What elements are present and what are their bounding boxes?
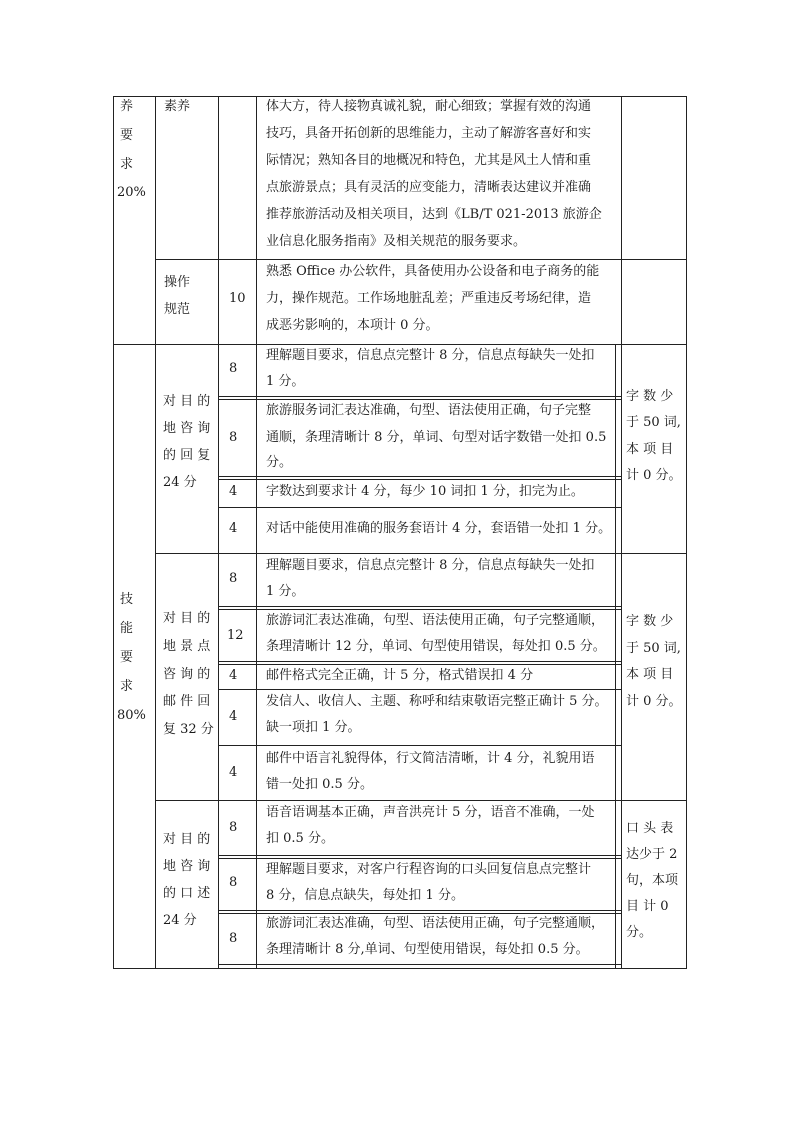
criteria-line: 熟悉 Office 办公软件，具备使用办公设备和电子商务的能: [266, 264, 600, 279]
row-divider: [218, 689, 622, 690]
section-label-char: 能: [120, 621, 134, 636]
category-line: 对 目 的: [163, 611, 211, 626]
criteria-line: 错一处扣 0.5 分。: [266, 777, 373, 792]
category-line: 对 目 的: [163, 832, 211, 847]
score-cell: 4: [229, 765, 238, 780]
section-label-char: 要: [120, 650, 134, 665]
note-line: 达少于 2: [626, 847, 678, 862]
border-bottom: [113, 968, 687, 969]
row-divider: [218, 664, 622, 665]
note-line: 目 计 0: [626, 899, 669, 914]
category-line: 咨 询 的: [163, 667, 211, 682]
criteria-line: 分。: [266, 455, 293, 470]
section-label-char: 要: [120, 128, 134, 143]
col-divider-3: [256, 96, 257, 968]
note-line: 字 数 少: [626, 614, 674, 629]
criteria-line: 邮件中语言礼貌得体，行文简洁清晰，计 4 分，礼貌用语: [266, 751, 595, 766]
score-cell: 8: [229, 571, 238, 586]
col-divider-4: [621, 96, 622, 968]
category-line: 邮 件 回: [163, 694, 211, 709]
note-line: 计 0 分。: [626, 468, 682, 483]
note-line: 分。: [626, 925, 653, 940]
row-divider: [218, 396, 622, 397]
score-cell: 8: [229, 361, 238, 376]
section-label-char: 求: [120, 157, 134, 172]
row-divider: [218, 661, 622, 662]
category-line: 的 口 述: [163, 886, 211, 901]
col-divider-1: [155, 96, 156, 968]
criteria-line: 通顺，条理清晰计 8 分，单词、句型对话字数错一处扣 0.5: [266, 430, 607, 445]
criteria-line: 条理清晰计 12 分，单词、句型使用错误，每处扣 0.5 分。: [266, 639, 606, 654]
criteria-line: 字数达到要求计 4 分，每少 10 词扣 1 分，扣完为止。: [266, 484, 584, 499]
criteria-line: 点旅游景点；具有灵活的应变能力，清晰表达建议并准确: [266, 180, 592, 195]
category-line: 操作: [164, 275, 191, 290]
score-cell: 4: [229, 521, 238, 536]
category-line: 地 咨 询: [163, 421, 211, 436]
criteria-line: 对话中能使用准确的服务套语计 4 分，套语错一处扣 1 分。: [266, 521, 612, 536]
score-cell: 8: [229, 820, 238, 835]
col-divider-inner: [615, 344, 616, 553]
criteria-line: 理解题目要求，信息点完整计 8 分，信息点每缺失一处扣: [266, 348, 595, 363]
score-cell: 8: [229, 931, 238, 946]
score-cell: 4: [229, 484, 238, 499]
score-cell: 8: [229, 430, 238, 445]
section-label-percent: 20%: [117, 185, 146, 200]
category-line: 24 分: [163, 913, 197, 928]
col-divider-inner: [615, 553, 616, 800]
section-label-char: 养: [120, 99, 134, 114]
row-divider: [218, 507, 622, 508]
criteria-line: 8 分，信息点缺失，每处扣 1 分。: [266, 888, 464, 903]
note-line: 口 头 表: [626, 821, 674, 836]
criteria-line: 条理清晰计 8 分,单词、句型使用错误，每处扣 0.5 分。: [266, 942, 589, 957]
row-divider: [218, 399, 622, 400]
col-divider-inner: [615, 800, 616, 968]
category-line: 地 景 点: [163, 639, 211, 654]
criteria-line: 际情况；熟知各目的地概况和特色，尤其是风土人情和重: [266, 153, 592, 168]
row-divider: [218, 858, 622, 859]
group-divider: [155, 800, 687, 801]
criteria-line: 理解题目要求，信息点完整计 8 分，信息点每缺失一处扣: [266, 558, 595, 573]
row-divider: [218, 745, 622, 746]
note-line: 本 项 目: [626, 667, 674, 682]
criteria-line: 体大方，待人接物真诚礼貌，耐心细致；掌握有效的沟通: [266, 99, 592, 114]
category-line: 的 回 复: [163, 448, 211, 463]
section-divider: [113, 344, 687, 345]
criteria-line: 推荐旅游活动及相关项目，达到《LB/T 021-2013 旅游企: [266, 207, 602, 222]
row-divider: [218, 910, 622, 911]
criteria-line: 1 分。: [266, 374, 305, 389]
category-line: 地 咨 询: [163, 859, 211, 874]
group-divider: [155, 553, 687, 554]
criteria-line: 业信息化服务指南》及相关规范的服务要求。: [266, 234, 527, 249]
section-label-char: 求: [120, 679, 134, 694]
category-line: 对 目 的: [163, 394, 211, 409]
section-label-percent: 80%: [117, 708, 146, 723]
criteria-line: 理解题目要求，对客户行程咨询的口头回复信息点完整计: [266, 862, 592, 877]
note-line: 本 项 目: [626, 442, 674, 457]
border-left: [113, 96, 114, 968]
criteria-line: 邮件格式完全正确，计 5 分，格式错误扣 4 分: [266, 668, 534, 683]
category-quality: 素养: [164, 99, 191, 114]
category-line: 复 32 分: [163, 722, 214, 737]
score-cell: 8: [229, 875, 238, 890]
category-line: 24 分: [163, 475, 197, 490]
row-divider: [218, 606, 622, 607]
criteria-line: 力，操作规范。工作场地脏乱差；严重违反考场纪律，造: [266, 291, 592, 306]
note-line: 句，本项: [626, 873, 679, 888]
criteria-line: 1 分。: [266, 584, 305, 599]
section-label-char: 技: [120, 592, 134, 607]
row-divider: [218, 479, 622, 480]
row-divider: [218, 609, 622, 610]
note-line: 字 数 少: [626, 389, 674, 404]
score-operation: 10: [229, 291, 246, 306]
col-divider-2: [218, 96, 219, 968]
criteria-line: 技巧，具备开拓创新的思维能力，主动了解游客喜好和实: [266, 126, 592, 141]
row-divider: [155, 259, 687, 260]
criteria-line: 缺一项扣 1 分。: [266, 720, 361, 735]
row-divider: [218, 855, 622, 856]
note-line: 于 50 词,: [626, 415, 681, 430]
criteria-line: 发信人、收信人、主题、称呼和结束敬语完整正确计 5 分。: [266, 694, 608, 709]
border-right: [686, 96, 687, 968]
note-line: 于 50 词,: [626, 641, 681, 656]
row-divider: [218, 964, 622, 965]
note-line: 计 0 分。: [626, 694, 682, 709]
criteria-line: 旅游词汇表达准确，句型、语法使用正确，句子完整通顺，: [266, 613, 605, 628]
criteria-line: 语音语调基本正确，声音洪亮计 5 分，语音不准确，一处: [266, 805, 595, 820]
criteria-line: 旅游词汇表达准确，句型、语法使用正确，句子完整通顺，: [266, 916, 605, 931]
score-cell: 4: [229, 668, 238, 683]
criteria-line: 旅游服务词汇表达准确，句型、语法使用正确，句子完整: [266, 403, 592, 418]
category-line: 规范: [164, 302, 191, 317]
score-cell: 4: [229, 709, 238, 724]
criteria-line: 扣 0.5 分。: [266, 831, 334, 846]
criteria-line: 成恶劣影响的，本项计 0 分。: [266, 318, 439, 333]
score-cell: 12: [227, 628, 244, 643]
row-divider: [218, 476, 622, 477]
